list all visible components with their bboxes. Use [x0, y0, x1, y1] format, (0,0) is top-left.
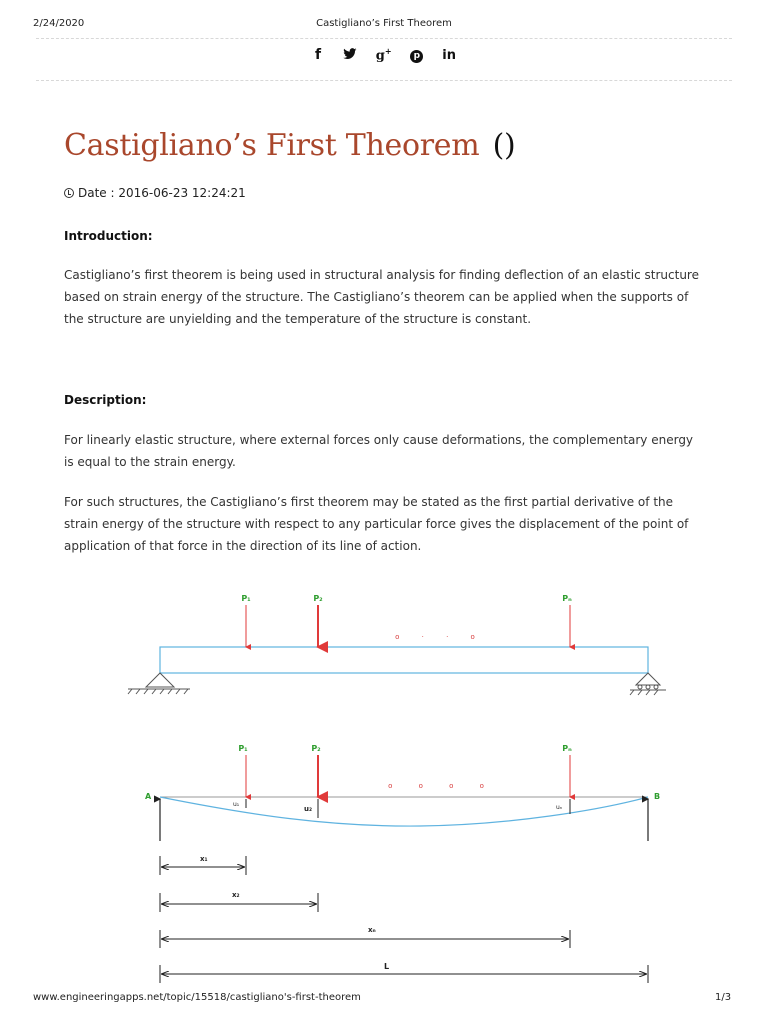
- dimension-l: [160, 962, 648, 983]
- dots-top: o · · o: [395, 633, 485, 641]
- divider-top: [36, 38, 732, 39]
- load-label: P₁: [238, 744, 248, 753]
- svg-text:x₁: x₁: [200, 855, 208, 863]
- dimension-x1: [160, 855, 246, 875]
- print-title: Castigliano’s First Theorem: [316, 18, 452, 29]
- load-pn-top: [562, 594, 572, 647]
- load-label: Pₙ: [562, 594, 572, 603]
- print-date: 2/24/2020: [33, 18, 85, 29]
- svg-text:L: L: [384, 962, 390, 971]
- deflection-u1: [233, 799, 246, 808]
- load-p2-top: [313, 594, 323, 647]
- description-paragraph-2: For such structures, the Castigliano’s first theorem may be stated as the first partial derivative of the strain energy of the structure with respect to any particular force gives the displacement of the point of application of that force in the direction of its line of action.: [64, 495, 689, 553]
- beam-diagram: [0, 575, 768, 985]
- roller-support-right: [630, 673, 666, 695]
- svg-text:uₙ: uₙ: [556, 804, 563, 811]
- divider-share: [36, 80, 732, 81]
- load-label: P₂: [313, 594, 323, 603]
- linkedin-icon[interactable]: in: [442, 48, 456, 64]
- post-meta: [64, 186, 246, 200]
- footer-page-number: 1/3: [715, 992, 732, 1003]
- load-label: Pₙ: [562, 744, 572, 753]
- load-label: P₁: [241, 594, 251, 603]
- svg-text:xₙ: xₙ: [368, 926, 376, 934]
- description-heading: Description:: [64, 393, 147, 407]
- support-label-b: B: [654, 792, 661, 801]
- svg-text:u₂: u₂: [304, 805, 313, 813]
- load-pn-bottom: [562, 744, 572, 797]
- dimension-xn: [160, 926, 570, 948]
- beam-top: [160, 647, 648, 673]
- page-title-text: Castigliano’s First Theorem: [64, 128, 480, 163]
- clock-icon: [64, 188, 74, 198]
- dots-bottom: o o o o: [388, 782, 496, 790]
- description-paragraph-1: For linearly elastic structure, where external forces only cause deformations, the complementary energy is equal to the strain energy.: [64, 433, 694, 469]
- share-bar: [0, 46, 768, 63]
- svg-text:x₂: x₂: [232, 891, 240, 899]
- dimension-x2: [160, 891, 318, 912]
- intro-heading: Introduction:: [64, 229, 153, 243]
- svg-text:u₁: u₁: [233, 801, 240, 808]
- load-p2-bottom: [311, 744, 321, 797]
- deflection-un: [556, 799, 570, 814]
- twitter-icon[interactable]: [343, 47, 357, 63]
- facebook-icon[interactable]: f: [314, 47, 322, 64]
- footer-url[interactable]: www.engineeringapps.net/topic/15518/castigliano's-first-theorem: [33, 992, 361, 1003]
- load-label: P₂: [311, 744, 321, 753]
- google-plus-icon[interactable]: g+: [375, 46, 392, 64]
- support-label-a: A: [145, 792, 152, 801]
- deflection-u2: [304, 799, 318, 818]
- page-title: [64, 128, 515, 163]
- pin-support-left: [128, 673, 190, 694]
- load-p1-bottom: [238, 744, 248, 797]
- post-date: Date : 2016-06-23 12:24:21: [78, 186, 246, 200]
- intro-paragraph: Castigliano’s first theorem is being used in structural analysis for finding deflection of an elastic structure based on strain energy of the structure. The Castigliano’s theorem can be applied when the supports of the structure are unyielding and the temperature of the structure is constant.: [64, 268, 699, 326]
- load-p1-top: [241, 594, 251, 647]
- pinterest-icon[interactable]: p: [410, 50, 423, 63]
- page-title-suffix: (): [492, 128, 516, 163]
